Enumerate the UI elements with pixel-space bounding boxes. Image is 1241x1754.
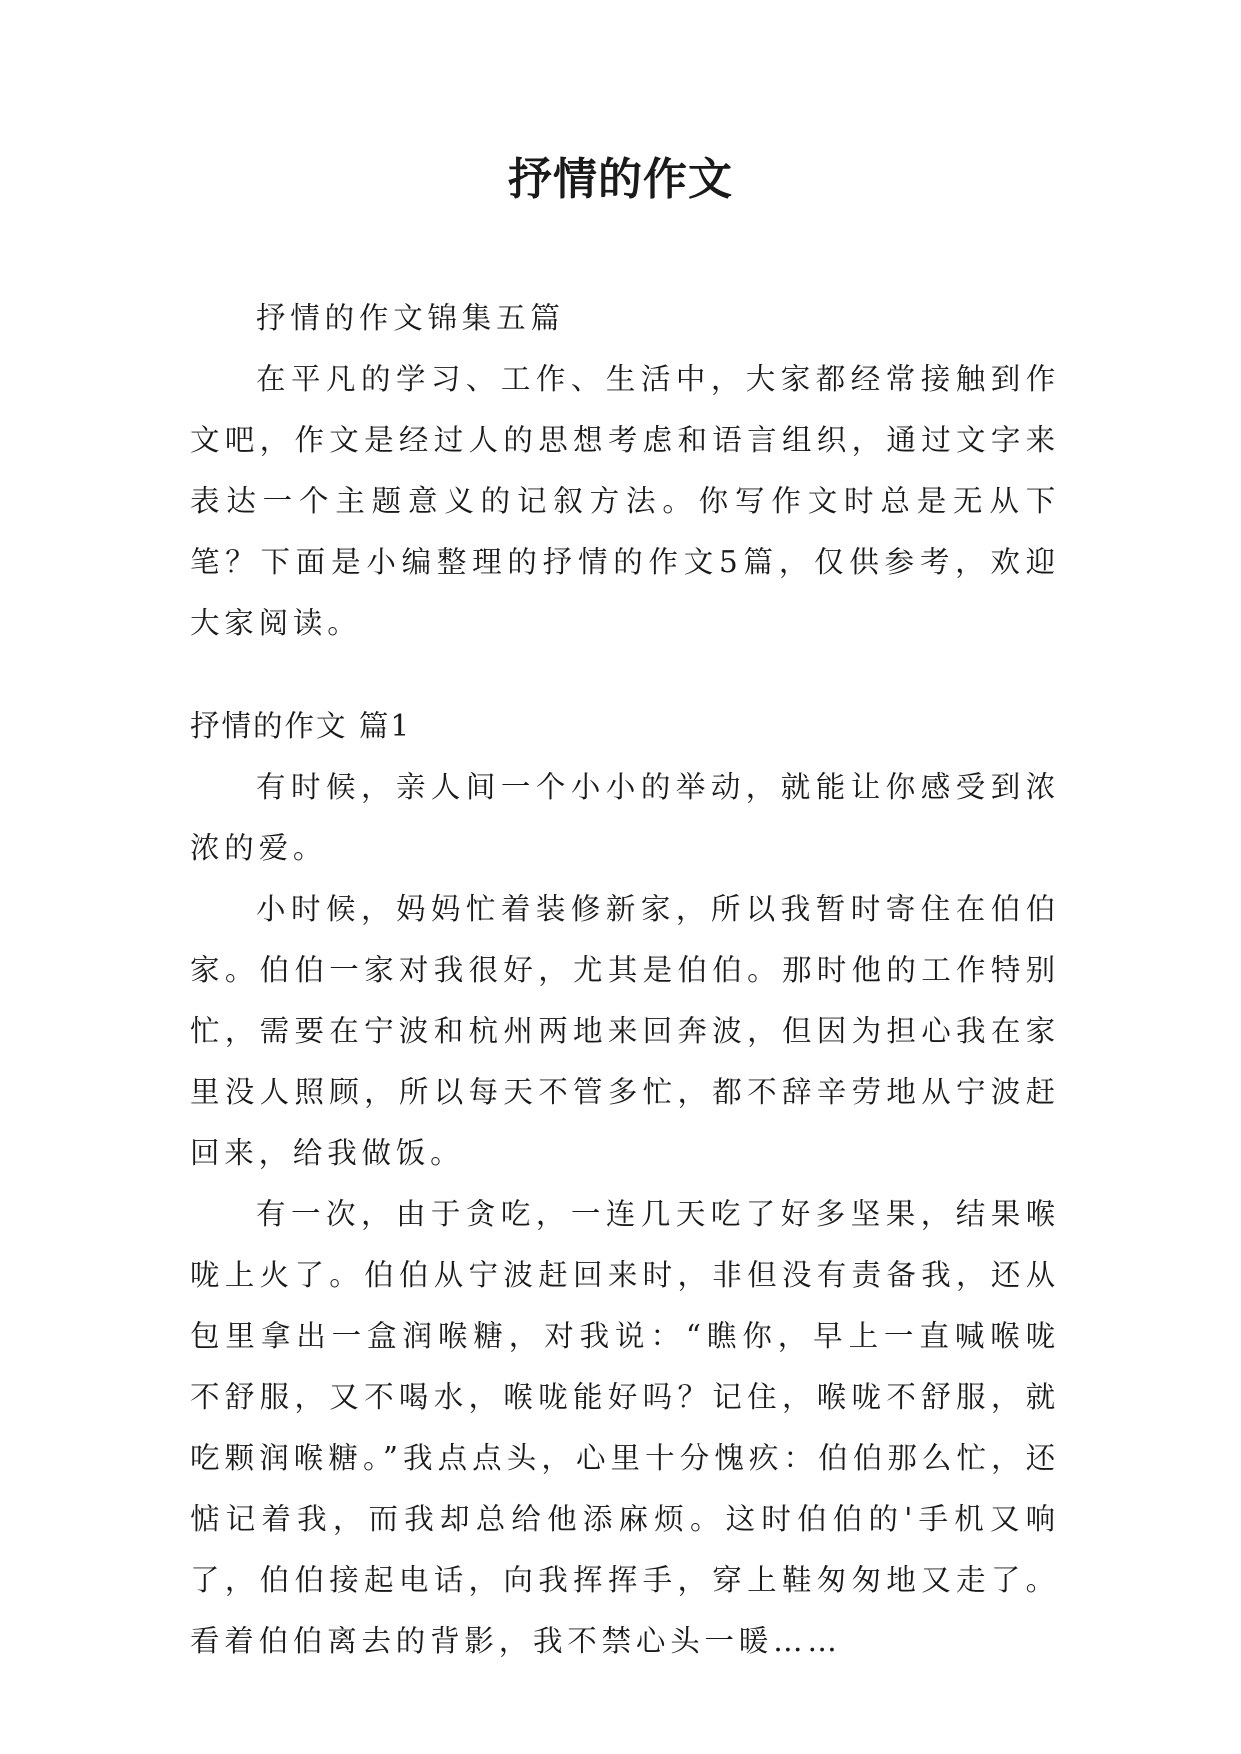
- section-paragraph-3: 有一次，由于贪吃，一连几天吃了好多坚果，结果喉咙上火了。伯伯从宁波赶回来时，非但没有责备我，还从包里拿出一盒润喉糖，对我说：“瞧你，早上一直喊喉咙不舒服，又不喝水，喉咙能好吗？记住，喉咙不舒服，就吃颗润喉糖。”我点点头，心里十分愧疚：伯伯那么忙，还惦记着我，而我却总给他添麻烦。这时伯伯的'手机又响了，伯伯接起电话，向我挥挥手，穿上鞋匆匆地又走了。看着伯伯离去的背影，我不禁心头一暖……: [190, 1197, 1060, 1658]
- intro-paragraph: 在平凡的学习、工作、生活中，大家都经常接触到作文吧，作文是经过人的思想考虑和语言组织，通过文字来表达一个主题意义的记叙方法。你写作文时总是无从下笔？下面是小编整理的抒情的作文5篇，仅供参考，欢迎大家阅读。: [190, 362, 1060, 640]
- section-spacer: [190, 654, 1060, 696]
- intro-subtitle: 抒情的作文锦集五篇: [256, 301, 565, 335]
- section-paragraph-2: 小时候，妈妈忙着装修新家，所以我暂时寄住在伯伯家。伯伯一家对我很好，尤其是伯伯。那时他的工作特别忙，需要在宁波和杭州两地来回奔波，但因为担心我在家里没人照顾，所以每天不管多忙，都不辞辛劳地从宁波赶回来，给我做饭。: [190, 892, 1060, 1170]
- section-heading: 抒情的作文 篇1: [190, 709, 412, 743]
- section-paragraph-1: 有时候，亲人间一个小小的举动，就能让你感受到浓浓的爱。: [190, 770, 1060, 865]
- document-body: [190, 288, 1060, 1672]
- document-title: 抒情的作文: [508, 154, 733, 205]
